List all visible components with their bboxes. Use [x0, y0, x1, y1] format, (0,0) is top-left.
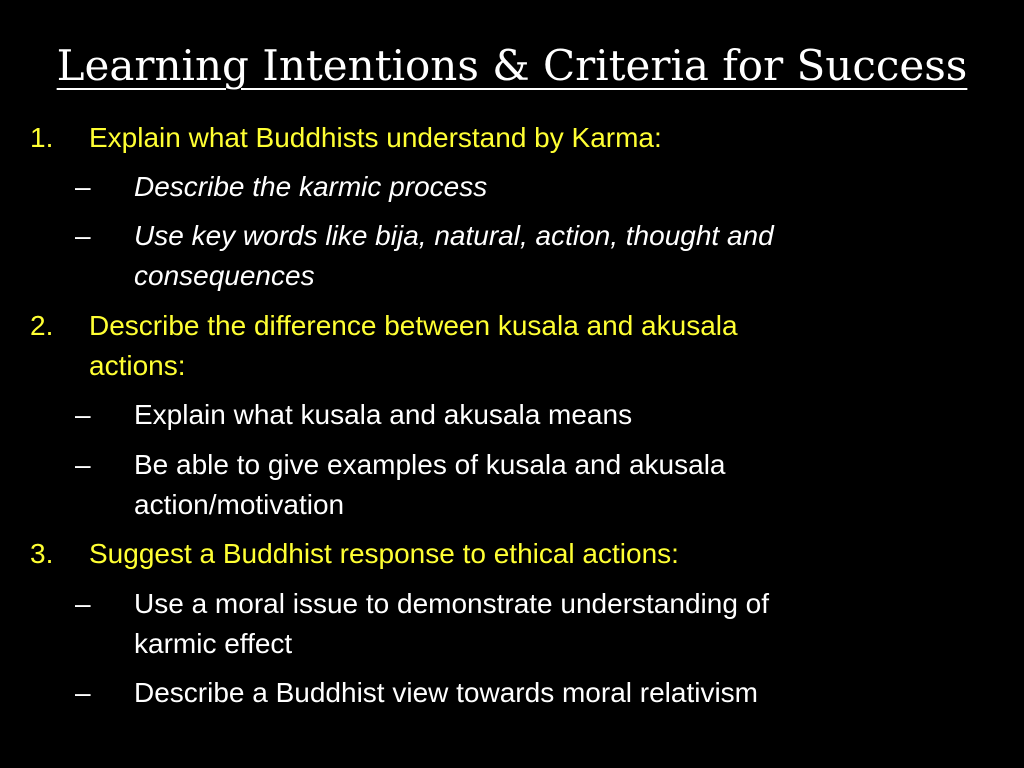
text-line: karmic effect	[134, 628, 293, 659]
list-number: 1.	[30, 122, 54, 153]
sub-item-text	[134, 584, 994, 664]
text-line: consequences	[134, 260, 315, 291]
slide-title-text: Learning Intentions & Criteria for Success	[56, 41, 968, 90]
text-line: Explain what kusala and akusala means	[134, 399, 633, 430]
text-line: Use a moral issue to demonstrate understanding of	[134, 588, 770, 619]
text-line: Describe the difference between kusala and akusala	[89, 310, 738, 341]
list-number: 3.	[30, 538, 54, 569]
sub-item-text	[134, 395, 994, 435]
list-number: 2.	[30, 310, 54, 341]
text-line: Describe a Buddhist view towards moral relativism	[134, 677, 758, 708]
sub-item-text	[134, 167, 994, 207]
text-line: action/motivation	[134, 489, 345, 520]
text-line: Be able to give examples of kusala and akusala	[134, 449, 726, 480]
list-item-text	[89, 306, 989, 386]
dash-bullet: –	[75, 588, 91, 619]
text-line: Use key words like bija, natural, action, thought and	[134, 220, 774, 251]
dash-bullet: –	[75, 399, 91, 430]
list-item-text	[89, 118, 989, 158]
text-line: Explain what Buddhists understand by Karma:	[89, 122, 662, 153]
list-item-text	[89, 534, 989, 574]
dash-bullet: –	[75, 220, 91, 251]
sub-item-text	[134, 216, 994, 296]
dash-bullet: –	[75, 677, 91, 708]
text-line: actions:	[89, 350, 186, 381]
sub-item-text	[134, 445, 994, 525]
sub-item-text	[134, 673, 994, 713]
text-line: Suggest a Buddhist response to ethical actions:	[89, 538, 679, 569]
dash-bullet: –	[75, 171, 91, 202]
text-line: Describe the karmic process	[134, 171, 488, 202]
dash-bullet: –	[75, 449, 91, 480]
